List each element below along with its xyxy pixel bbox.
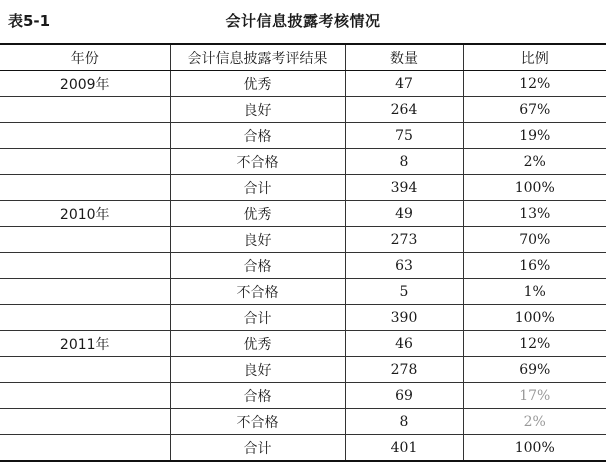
table-row — [0, 227, 606, 253]
cell-year — [0, 435, 170, 462]
table-row — [0, 149, 606, 175]
cell-ratio: 69% — [463, 357, 606, 383]
cell-count: 47 — [345, 71, 463, 97]
cell-year — [0, 175, 170, 201]
cell-result: 优秀 — [170, 201, 345, 227]
table-row — [0, 383, 606, 409]
cell-year — [0, 279, 170, 305]
cell-ratio: 100% — [463, 435, 606, 462]
cell-year — [0, 123, 170, 149]
cell-count: 69 — [345, 383, 463, 409]
cell-count: 394 — [345, 175, 463, 201]
cell-result: 良好 — [170, 227, 345, 253]
header-ratio: 比例 — [463, 44, 606, 71]
table-title: 会计信息披露考核情况 — [225, 12, 381, 30]
cell-result: 良好 — [170, 97, 345, 123]
cell-result: 合格 — [170, 383, 345, 409]
cell-year — [0, 149, 170, 175]
cell-count: 5 — [345, 279, 463, 305]
cell-ratio: 12% — [463, 71, 606, 97]
cell-result: 合计 — [170, 305, 345, 331]
cell-year — [0, 97, 170, 123]
cell-year — [0, 227, 170, 253]
table-row — [0, 305, 606, 331]
cell-count: 264 — [345, 97, 463, 123]
cell-result: 合格 — [170, 253, 345, 279]
cell-ratio: 67% — [463, 97, 606, 123]
cell-result: 良好 — [170, 357, 345, 383]
header-count: 数量 — [345, 44, 463, 71]
cell-result: 不合格 — [170, 409, 345, 435]
cell-count: 278 — [345, 357, 463, 383]
disclosure-assessment-table — [0, 43, 606, 462]
table-label: 表5-1 — [8, 12, 51, 30]
table-row — [0, 357, 606, 383]
cell-year — [0, 357, 170, 383]
table-row — [0, 123, 606, 149]
table-body — [0, 71, 606, 462]
cell-result: 不合格 — [170, 279, 345, 305]
cell-result: 优秀 — [170, 331, 345, 357]
cell-year — [0, 409, 170, 435]
cell-ratio: 100% — [463, 175, 606, 201]
cell-ratio: 2% — [463, 149, 606, 175]
cell-count: 75 — [345, 123, 463, 149]
cell-count: 49 — [345, 201, 463, 227]
cell-year: 2011年 — [0, 331, 170, 357]
header-result: 会计信息披露考评结果 — [170, 44, 345, 71]
cell-count: 8 — [345, 149, 463, 175]
cell-year: 2010年 — [0, 201, 170, 227]
table-row — [0, 201, 606, 227]
cell-year — [0, 253, 170, 279]
header-year: 年份 — [0, 44, 170, 71]
table-row — [0, 97, 606, 123]
cell-ratio: 17% — [463, 383, 606, 409]
cell-ratio: 2% — [463, 409, 606, 435]
table-row — [0, 435, 606, 462]
cell-ratio: 1% — [463, 279, 606, 305]
cell-year — [0, 305, 170, 331]
cell-count: 8 — [345, 409, 463, 435]
table-caption — [8, 8, 598, 32]
cell-result: 优秀 — [170, 71, 345, 97]
cell-ratio: 100% — [463, 305, 606, 331]
cell-count: 46 — [345, 331, 463, 357]
table-row — [0, 253, 606, 279]
cell-ratio: 19% — [463, 123, 606, 149]
cell-year — [0, 383, 170, 409]
cell-ratio: 12% — [463, 331, 606, 357]
table-header-row — [0, 44, 606, 71]
table-row — [0, 71, 606, 97]
cell-result: 合计 — [170, 435, 345, 462]
table-row — [0, 175, 606, 201]
cell-result: 合计 — [170, 175, 345, 201]
table-row — [0, 279, 606, 305]
cell-ratio: 13% — [463, 201, 606, 227]
cell-result: 不合格 — [170, 149, 345, 175]
cell-ratio: 70% — [463, 227, 606, 253]
cell-count: 401 — [345, 435, 463, 462]
cell-count: 390 — [345, 305, 463, 331]
cell-count: 273 — [345, 227, 463, 253]
cell-year: 2009年 — [0, 71, 170, 97]
cell-result: 合格 — [170, 123, 345, 149]
table-row — [0, 331, 606, 357]
cell-ratio: 16% — [463, 253, 606, 279]
cell-count: 63 — [345, 253, 463, 279]
table-row — [0, 409, 606, 435]
